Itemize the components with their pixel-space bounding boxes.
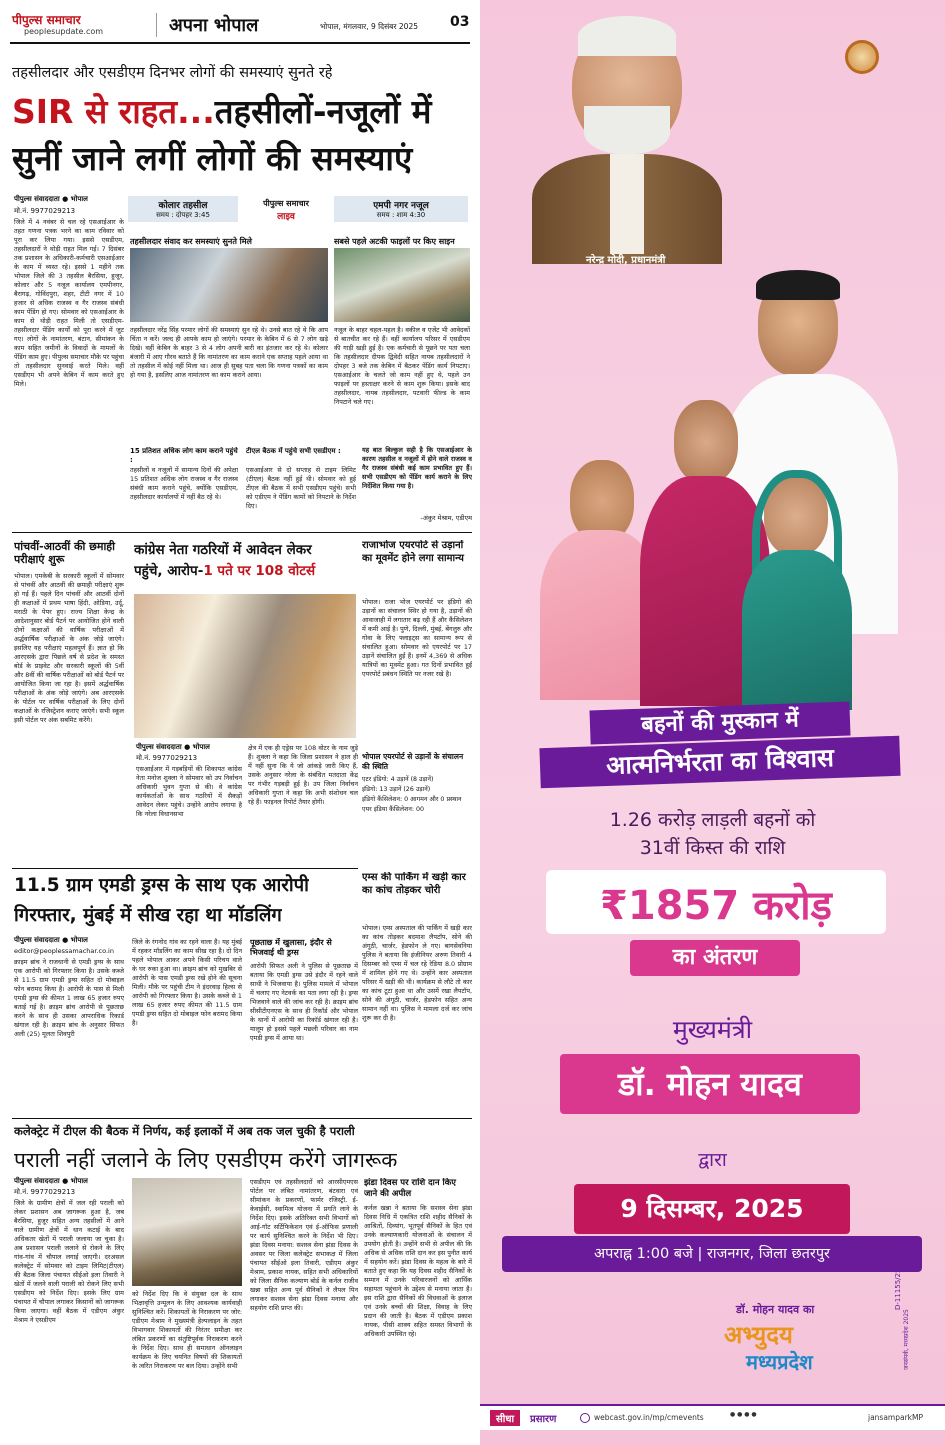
box-kolar bbox=[128, 196, 238, 222]
dateline: भोपाल, मंगलवार, 9 दिसंबर 2025 bbox=[320, 22, 418, 31]
social-icons: ● ● ● ● bbox=[730, 1411, 757, 1418]
story3-mobile: मो.नं. 9977029213 bbox=[136, 754, 198, 762]
photo2-text: नजूल के बाहर चहल-पहल है। वकील व एजेंट भी आवेदकों से बातचीत कर रहे हैं। वहीं कार्यालय परिसर में एसडीएम की गाड़ी खड़ी हुई है। एक कर्मचारी से पूछने पर पता चला कि तहसीलदार दीपक द्विवेदी सहित नायब तहसीलदारों ने दोपहर 3 बजे तक केबिन में बैठकर पेंडिंग कार्य निपटाए। एसआईआर के चलते जो काम नहीं हुए थे, पहले उन फाइलों पर हस्ताक्षर करने से काम शुरू किया। इसके बाद तहसीलदार, नायब तहसीलदार, पटवारी फील्ड के काम निपटाने चले गए। bbox=[334, 326, 470, 406]
story6-column-2: जिले के रंगनोद गांव का रहने वाला है। यह मुंबई में रहकर मॉडलिंग का काम सीख रहा है। दो दिन पहले भोपाल आकर अपने किसी परिचय वाले के घर रुका हुआ था। क्राइम ब्रांच को मुखबिर से आरोपी के पास एमडी ड्रग्स रखे होने की सूचना मिली। मौके पर पहुंची टीम ने इंदरवाड़ हिल्स से आरोपी को गिरफ्तार किया है। उसके कब्जे से 1 लाख 65 हजार रुपए कीमत की 11.5 ग्राम एमडी ड्रग्स सहित दो मोबाइल फोन बरामद किया है। bbox=[132, 938, 242, 1027]
photo-kolar-tehsil bbox=[130, 248, 328, 322]
quote-by: -अंकुर मेश्राम, एडीएम bbox=[420, 514, 472, 522]
quote-box bbox=[362, 446, 472, 528]
box-kolar-time: समय : दोपहर 3:45 bbox=[156, 211, 210, 219]
story7-column-3: एसडीएम एवं तहसीलदारों को आरसीएमएस पोर्टल पर लंबित नामांतरण, बंटवारा एवं सीमांकन के प्रकरणों, फार्मर रजिस्ट्री, ई-केवाईसी, स्वामित्व योजना में प्रगति लाने के निर्देश दिए। इसके अतिरिक्त सभी विभागों को आई-गॉट सर्टिफिकेशन एवं ई-ऑफिस प्रणाली पर कार्य सुनिश्चित करने के निर्देश भी दिए। झंडा दिवस मनाया: सशस्त्र सेना झंडा दिवस के अवसर पर जिला कलेक्ट्रेट सभाकक्ष में जिला पंचायत सीईओ इला तिवारी, एडीएम अंकुर मेश्राम, प्रकाश नायक, सहित सभी अधिकारियों को जिला सैनिक कल्याण बोर्ड के कर्नल राजीव खन्ना सहित अन्य पूर्व सैनिकों ने लैपल पिन लगाकर सशस्त्र सेना झंडा दिवस मनाया और सहयोग राशि प्राप्त की। bbox=[250, 1178, 358, 1312]
ad-line1: 1.26 करोड़ लाड़ली बहनों को bbox=[609, 809, 816, 831]
story6-headline-line1: 11.5 ग्राम एमडी ड्रग्स के साथ एक आरोपी bbox=[14, 875, 309, 896]
sub1-text: तहसीलों व नजूलों में सामान्य दिनों की अपेक्षा 15 प्रतिशत अधिक लोग राजस्व व गैर राजस्व संबंधी काम कराने पहुंचे, क्योंकि एसडीएम, तहसीलदार कार्यालयों में नहीं बैठ रहे थे। bbox=[130, 466, 238, 501]
event-venue: अपराह्न 1:00 बजे | राजनगर, जिला छतरपुर bbox=[502, 1236, 922, 1272]
pm-name: नरेन्द्र मोदी, प्रधानमंत्री bbox=[586, 255, 666, 266]
story1-byline: पीपुल्स संवाददाता ● भोपाल bbox=[14, 195, 88, 203]
story7-column-2: को निर्देश दिए कि वे संयुक्त दल के साथ भिक्षावृत्ति उन्मूलन के लिए आवश्यक कार्यवाही सुनिश्चित करें। शिकायतों के निराकरण पर जोर: एडीएम मेश्राम ने मुख्यमंत्री हेल्पलाइन के तहत विभागवार शिकायतों की निरंतर समीक्षा कर लंबित प्रकरणों का संतुष्टिपूर्वक निराकरण करने के निर्देश दिए। साथ ही समाधान ऑनलाइन कार्यक्रम के लिए चयनित विषयों की शिकायतों के त्वरित निराकरण पर बल दिया। उन्होंने सभी bbox=[132, 1290, 242, 1370]
pm-portrait bbox=[532, 14, 712, 254]
story7-mobile: मो.नं. 9977029213 bbox=[14, 1188, 76, 1196]
story1-mobile: मो.नं. 9977029213 bbox=[14, 207, 76, 215]
story1-headline bbox=[12, 88, 472, 188]
brand-url[interactable]: peoplesupdate.com bbox=[24, 27, 104, 36]
photo1-text: तहसीलदार नरेंद्र सिंह परमार लोगों की समस्याएं सुन रहे थे। उनसे बात रहे थे कि आप चिंता न करें। जल्द ही आपके काम हो जाएंगे। परमार के केबिन में 6 से 7 लोग खड़े दिखे। वहीं केबिन के बाहर 3 से 4 लोग अपनी बारी का इंतजार कर रहे थे। कोलार बंजारी में आए गौरव बताते हैं कि नामांतरण का काम कराने एक सप्ताह पहले आया था तो तहसील में कोई नहीं मिला था। आज ही सुबह पता चला कि गणना पत्रकों का काम हो गया है, इसलिए आज नामांतरण का काम कराने आया। bbox=[130, 326, 328, 379]
logo-line3: मध्यप्रदेश bbox=[746, 1350, 813, 1374]
story3-headline-line2a: पहुंचे, आरोप- bbox=[134, 563, 204, 579]
slogan-line1: बहनों की मुस्कान में bbox=[589, 701, 850, 744]
ad-panel bbox=[480, 0, 945, 1445]
cm-name: डॉ. मोहन यादव bbox=[560, 1054, 860, 1114]
live-badge bbox=[244, 196, 328, 222]
sub2-text: एसआईआर से दो सप्ताह से टाइम लिमिट (टीएल) बैठक नहीं हुई थी। सोमवार को हुई टीएल की बैठक में सभी एसडीएम पहुंचे। सभी को एडीएम ने पेंडिंग कामों को निपटाने के निर्देश दिए। bbox=[246, 466, 356, 510]
story7-headline: पराली नहीं जलाने के लिए एसडीएम करेंगे जागरूक bbox=[14, 1148, 398, 1172]
masthead bbox=[10, 10, 470, 44]
photo2-caption: सबसे पहले अटकी फाइलों पर किए साइन bbox=[334, 237, 455, 246]
story6-column-1: क्राइम ब्रांच ने राजधानी से एमडी ड्रग्स के साथ एक आरोपी को गिरफ्तार किया है। उसके कब्जे से 11.5 ग्राम एमडी ड्रग्स सहित दो मोबाइल फोन बरामद किया है। आरोपी के पास से मिली एमडी ड्रग्स की कीमत 1 लाख 65 हजार रुपए बताई गई है। क्राइम ब्रांच आरोपी से पूछताछ करने के साथ ही उसका आपराधिक रिकार्ड खंगाल रही है। क्राइम ब्रांच के अनुसार सिफत अली (25) मूलतः शिवपुरी bbox=[14, 958, 124, 1038]
rule-3 bbox=[12, 1118, 472, 1119]
live-brand: पीपुल्स समाचार bbox=[263, 199, 309, 208]
story3-headline-line2b: 1 पते पर 108 वोटर्स bbox=[203, 563, 316, 579]
ad-code: D-11155/25 bbox=[894, 1268, 902, 1310]
story1-headline-line2: सुनीं जाने लगीं लोगों की समस्याएं bbox=[12, 139, 413, 178]
story1-column-1: जिले में 4 नवंबर से चल रहे एसआईआर के तहत गणना पत्रक भरने का काम रविवार को पूरा कर लिया गया। इससे एसडीएम, तहसीलदारों ने थोड़ी राहत मिल गई। 7 दिसंबर तक प्रशासन के अधिकारी-कर्मचारी एसआईआर के काम में व्यस्त रहे। इससे 1 महीने तक भोपाल जिले की 3 तहसील बैरसिया, हुजूर, कोलार और 5 नजूल कार्यालय एमपीनगर, बैरागढ़, गोविंदपुरा, शहर, टीटी नगर में 10 हजार से अधिक राजस्व व गैर राजस्व संबंधी काम पेंडिंग हो गए। सोमवार को एसआईआर के काम से थोड़ी राहत मिली तो एसडीएम-तहसीलदार पेंडिंग कार्यों को पूरा करने में जुट गए। लोगों के नामांतरण, बंटान, सीमांकन के काम सहित जमीनों के विवादों के मामलों के पेंडिंग काम हुए। पीपुल्स समाचार मौके पर पहुंचा तो तहसीलदार सुनवाई करते मिले। वहीं एसडीएम भी अपने केबिन में काम करते हुए मिले। bbox=[14, 218, 124, 388]
box-kolar-title: कोलार तहसील bbox=[158, 201, 208, 211]
story5-headline: एम्स की पार्किंग में खड़ी कार का कांच तोड़कर चोरी bbox=[362, 872, 466, 896]
logo-line2: अभ्युदय bbox=[724, 1321, 793, 1349]
amount: ₹1857 करोड़ bbox=[600, 883, 832, 929]
woman-3 bbox=[742, 470, 852, 700]
footer-jansampark[interactable]: jansamparkMP bbox=[868, 1413, 924, 1422]
story2-text: भोपाल। एमकेबी के सरकारी स्कूलों में सोमवार से पांचवीं और आठवीं की छमाही परीक्षाएं शुरू हो गई हैं। पहले दिन पांचवीं और आठवीं दोनों ही कक्षाओं में प्रथम भाषा हिंदी, ओडिया, उर्दू, मराठी के पेपर हुए। राज्य शिक्षा केन्द्र के आदेशानुसार बोर्ड पैटर्न पर आयोजित होने वाली दोनों कक्षाओं की वार्षिक परीक्षाओं में अर्द्धवार्षिक परीक्षाओं के अंक जोड़े जाएंगे। इसलिए यह परीक्षाएं महत्वपूर्ण हैं। ज्ञात हो कि आरएसके द्वारा पिछले वर्ष से प्रदेश के समस्त बोर्ड के प्राइवेट और सरकारी स्कूलों की 5वीं और 8वीं की वार्षिक परीक्षाओं को बोर्ड पैटर्न पर आयोजित किया जा रहा है। इसमें अर्द्धवार्षिक परीक्षाओं के अंक जोड़े जाएंगे। अब आरएसके के पोर्टल पर वार्षिक परीक्षाओं के लिए दोनों कक्षाओं के रजिस्ट्रेशन कराए जाएंगे। सभी स्कूल इसी पोर्टल पर अंक सबमिट करेंगे। bbox=[14, 572, 124, 724]
rule-1 bbox=[12, 532, 472, 533]
story7-byline: पीपुल्स संवाददाता ● भोपाल bbox=[14, 1177, 88, 1185]
cm-title: मुख्यमंत्री bbox=[672, 1015, 753, 1044]
story7-kicker: कलेक्ट्रेट में टीएल की बैठक में निर्णय, कई इलाकों में अब तक जल चुकी है पराली bbox=[14, 1124, 355, 1138]
footer-sidha: सीधा bbox=[490, 1410, 520, 1426]
story2-headline: पांचवीं-आठवीं की छमाही परीक्षाएं शुरू bbox=[14, 540, 115, 566]
flight-item: एटर इंडिगो: 4 उड़ानें (8 उड़ानें) bbox=[362, 776, 434, 783]
logo-line1: डॉ. मोहन यादव का bbox=[736, 1303, 815, 1316]
footer-prasaran: प्रसारण bbox=[530, 1414, 557, 1425]
sub1-title: 15 प्रतिशत अधिक लोग काम कराने पहुंचे : bbox=[130, 447, 238, 464]
flight-item: इंडिगो कैंसिलेशन: 0 आगमन और 0 प्रस्थान bbox=[362, 796, 462, 803]
story6-headline-line2: गिरफ्तार, मुंबई में सीख रहा था मॉडलिंग bbox=[14, 905, 282, 926]
ad-footer bbox=[480, 1404, 945, 1430]
story6-sub-title: पूछताछ में खुलासा, इंदौर से भिजवाई थी ड्रग्स bbox=[250, 938, 332, 957]
story6-byline: पीपुल्स संवाददाता ● भोपाल bbox=[14, 936, 88, 944]
mp-govt-emblem-icon bbox=[845, 40, 879, 74]
story7-column-1: जिले के ग्रामीण क्षेत्रों में जल रही पराली को लेकर प्रशासन अब जागरूक हुआ है, जब बैरसिया, हुजूर सहित अन्य तहसीलों में आने वाले ग्रामीण क्षेत्रों में धान कटाई के बाद अधिकतर खेतों में पराली जलाया जा चुका है। अब प्रशासन पराली जलाने से रोकने के लिए गांव-गांव में चौपाल लगाई जाएगी। दरअसल कलेक्ट्रेट में सोमवार को टाइम लिमिट(टीएल) की बैठक जिला पंचायत सीईओ इला तिवारी ने खेतों में जलने वाली पराली को रोकने लिए सभी एसडीएम को निर्देश दिए। इसके लिए ग्राम पंचायत में चौपाल लगाकर किसानों को जागरूक किया जाएगा। वहीं बैठक में एडीएम अंकुर मेश्राम ने एसडीएम bbox=[14, 1199, 124, 1324]
story7-sub-text: कर्नल खन्ना ने बताया कि सशस्त्र सेना झंडा दिवस निधि में एकत्रित राशि शहीद सैनिकों के आश्रितों, दिव्यांग, भूतपूर्व सैनिकों के हित एवं उनके कल्याणकारी योजनाओं के संचालन में उपयोग होती है। उन्होंने सभी से अपील की कि अधिक से अधिक राशि दान कर इस पुनीत कार्य में सहयोग करें। झंडा दिवस के महत्व के बारे में बताते हुए कहा कि यह दिवस शहीद सैनिकों के सम्मान में उनके परिवारजनों को आर्थिक सहायता पहुंचाने के उद्देश्य से मनाया जाता है। इस राशि द्वारा सैनिकों की विधवाओं के इलाज एवं उनके बच्चों की शिक्षा, विवाह के लिए प्रदान की जाती है। बैठक में एडीएम प्रकाश नायक, पीसी शाक्य सहित समस्त विभागों के अधिकारी उपस्थित रहे। bbox=[364, 1204, 472, 1338]
story7-sub-title: झंडा दिवस पर राशि दान किए जाने की अपील bbox=[364, 1178, 456, 1199]
transfer-label: का अंतरण bbox=[630, 940, 800, 976]
live-label: लाइव bbox=[277, 212, 295, 222]
globe-icon bbox=[580, 1413, 590, 1423]
story3-headline-line1: कांग्रेस नेता गठरियों में आवेदन लेकर bbox=[134, 542, 312, 558]
story3-column-2: क्षेत्र में एक ही एड्रेस पर 108 वोटर के नाम जुड़े हैं। शुक्ला ने कहा कि जिला प्रशासन ने हाल ही में नहीं सुना कि ये जो आंकड़े जारी किए हैं, उसके अनुसार नरेला के संबंधित मतदाता केंद्र पर गंभीर गड़बड़ी हुई है। उप जिला निर्वाचन अधिकारी गुप्ता ने कहा कि अभी संशोधन चल रहे हैं। फाइनल रिपोर्ट तैयार होगी। bbox=[248, 744, 358, 806]
story1-headline-line1: तहसीलों-नजूलों में bbox=[214, 92, 432, 131]
sub2-title: टीएल बैठक में पहुंचे सभी एसडीएम : bbox=[246, 447, 341, 455]
story6-sub-text: आरोपी सिफत अली ने पुलिस से पूछताछ में बताया कि एमडी ड्रग्स उसे इंदौर में रहने वाले साथी ने भिजवाया है। पुलिस मामले में भोपाल में चलाए गए नेटवर्क का पता लगा रही है। ड्रग्स भिजवाने वाले की जांच कर रही है। क्राइम ब्रांच सीसीटीएनएस के साथ ही रिकॉर्ड और भोपाल के थानों में आरोपी का रिकॉर्ड खंगाल रही है। मालूम हो इससे पहले मछली परिवार का नाम एमडी ड्रग्स में आया था। bbox=[250, 962, 358, 1042]
story1-headline-red: SIR से राहत... bbox=[12, 92, 215, 131]
page-number: 03 bbox=[450, 14, 470, 30]
by-label: द्वारा bbox=[698, 1149, 727, 1171]
quote-text: यह बात बिल्कुल सही है कि एसआईआर के कारण तहसील व नजूलों में होने वाले राजस्व व गैर राजस्व संबंधी कई काम प्रभावित हुए हैं। सभी एसडीएम को पेंडिंग कार्य कराने के लिए निर्देशित किया गया है। bbox=[362, 446, 472, 490]
box-mpnagar bbox=[334, 196, 468, 222]
section-title: अपना भोपाल bbox=[156, 13, 258, 37]
box-mpnagar-time: समय : शाम 4:30 bbox=[376, 211, 426, 219]
flight-item: एयर इंडिया कैंसिलेशन: 00 bbox=[362, 806, 424, 813]
story6-email[interactable]: editor@peoplessamachar.co.in bbox=[14, 947, 114, 955]
flight-box-list bbox=[362, 775, 472, 815]
ad-side-note: जनसंपर्क, मध्यप्रदेश 2025 bbox=[903, 1309, 910, 1370]
flight-box-title: भोपाल एयरपोर्ट से उड़ानों के संचालन की स्थिति bbox=[362, 752, 464, 771]
rule-2 bbox=[12, 868, 358, 869]
box-mpnagar-title: एमपी नगर नजूल bbox=[373, 201, 429, 211]
slogan-line2: आत्मनिर्भरता का विश्वास bbox=[539, 736, 900, 789]
photo-congress-leaders bbox=[134, 594, 356, 738]
brand-name: पीपुल्स समाचार bbox=[12, 13, 81, 27]
story4-headline: राजाभोज एयरपोर्ट से उड़ानों का मूवमेंट होने लगा सामान्य bbox=[362, 540, 464, 564]
event-date: 9 दिसम्बर, 2025 bbox=[574, 1184, 850, 1234]
story3-headline bbox=[134, 540, 360, 590]
story1-kicker: तहसीलदार और एसडीएम दिनभर लोगों की समस्याएं सुनते रहे bbox=[12, 65, 333, 81]
story4-text: भोपाल। राजा भोज एयरपोर्ट पर इंडिगो की उड़ानों का संचालन स्थिर हो गया है, उड़ानों की आवाजाही में लगातार बढ़ रही हैं और कैंसिलेशन में कमी आई है। पुणे, दिल्ली, मुंबई, बेंगलुरु और गोवा के लिए फ्लाइट्स का सामान्य रूप से संचालित हुआ। सोमवार को एयरपोर्ट पर 17 उड़ानें संचालित हुईं हैं। इनमें 4,369 से अधिक यात्रियों का मूवमेंट हुआ। गत दिनों प्रभावित हुईं एयरपोर्ट प्रबंधन स्थिति पर नजर रखे है। bbox=[362, 598, 472, 678]
footer-web[interactable]: webcast.gov.in/mp/cmevents bbox=[594, 1413, 704, 1422]
ad-line2: 31वीं किस्त की राशि bbox=[639, 837, 786, 859]
photo-stubble-burning bbox=[132, 1178, 242, 1286]
photo1-caption: तहसीलदार संवाद कर समस्याएं सुनते मिले bbox=[130, 237, 252, 246]
story5-text: भोपाल। एम्स अस्पताल की पार्किंग में खड़ी कार का कांच तोड़कर बदमाश लैपटॉप, सोने की अंगूठी, चार्जर, हेडफोन ले गए। बागसेवनिया पुलिस ने बताया कि इंजीनियर अरुण तिवारी 4 दिसम्बर को एम्स में चल रहे रेडिया 8.0 प्रोग्राम में शामिल होने गए थे। उन्होंने कार अस्पताल परिसर में खड़ी की थी। कार्यक्रम से लौटे तो कार का कांच टूटा हुआ था और उसमें रखा लैपटॉप, सोने की अंगूठी, चार्जर, हेडफोन सहित अन्य सामान नहीं था। पुलिस ने मामला दर्ज कर जांच शुरू कर दी है। bbox=[362, 924, 472, 1022]
story3-column-1: एसआईआर में गड़बड़ियों की शिकायत कांग्रेस नेता मनोज शुक्ला ने सोमवार को उप निर्वाचन अधिकारी भुवन गुप्ता से की। वे कांग्रेस कार्यकर्ताओं के साथ गठरियों में सैकड़ों आवेदन लेकर पहुंचे। उन्होंने आरोप लगाया है कि नरेला विधानसभा bbox=[136, 765, 242, 818]
flight-status-box bbox=[362, 752, 472, 864]
story3-byline: पीपुल्स संवाददाता ● भोपाल bbox=[136, 743, 210, 751]
photo-mpnagar-nazul bbox=[334, 248, 470, 322]
flight-item: इंडिगो: 13 उड़ानें (26 उड़ानें) bbox=[362, 786, 431, 793]
